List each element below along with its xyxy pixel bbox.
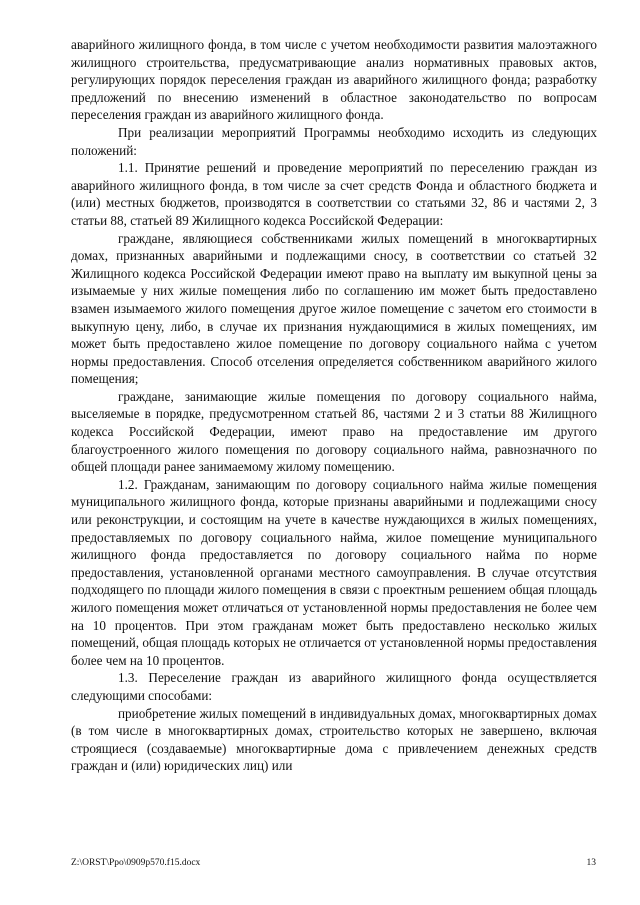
paragraph: 1.2. Гражданам, занимающим по договору социального найма жилые помещения муниципального жилищного фонда, которые признаны аварийными и подлежащими сносу или реконструкции, и состоящим на учете в качестве нуждающихся в жилых помещениях, предоставляемых по договору социального найма, жилое помещение муниципального жилищного фонда предоставляется по договору социального найма по норме предоставления, установленной органами местного самоуправления. В случае отсутствия подходящего по площади жилого помещения в связи с проектным решением общая площадь жилого помещения может отличаться от установленной нормы предоставления не более чем на 10 процентов. При этом гражданам может быть предоставлено несколько жилых помещений, общая площадь которых не отличается от установленной нормы предоставления более чем на 10 процентов. [71,476,597,668]
page-footer [71,858,596,868]
document-body [71,36,597,775]
paragraph: 1.1. Принятие решений и проведение мероприятий по переселению граждан из аварийного жилищного фонда, в том числе за счет средств Фонда и областного бюджета и (или) местных бюджетов, производятся в соответствии со статьями 32, 86 и частями 2, 3 статьи 88, статьей 89 Жилищного кодекса Российской Федерации: [71,160,597,228]
page-number: 13 [586,858,596,868]
paragraph: приобретение жилых помещений в индивидуальных домах, многоквартирных домах (в том числе в многоквартирных домах, строительство которых не завершено, включая строящиеся (создаваемые) многоквартирные дома с привлечением денежных средств граждан и (или) юридических лиц) или [71,705,597,774]
paragraph: граждане, занимающие жилые помещения по договору социального найма, выселяемые в порядке, предусмотренном статьей 86, частями 2 и 3 статьи 88 Жилищного кодекса Российской Федерации, имеют право на предоставление им другого благоустроенного жилого помещения по договору социального найма, равнозначного по общей площади ранее занимаемому жилому помещению. [71,388,597,475]
footer-file-path: Z:\ORST\Ppo\0909p570.f15.docx [71,858,201,868]
paragraph: При реализации мероприятий Программы необходимо исходить из следующих положений: [71,124,597,158]
paragraph: 1.3. Переселение граждан из аварийного жилищного фонда осуществляется следующими способами: [71,670,597,703]
paragraph: граждане, являющиеся собственниками жилых помещений в многоквартирных домах, признанных аварийными и подлежащими сносу, в соответствии со статьей 32 Жилищного кодекса Российской Федерации имеют право на выплату им выкупной цены за изымаемые у них жилые помещения либо по соглашению им может быть предоставлено взамен изымаемого жилого помещения другое жилое помещение с зачетом его стоимости в выкупную цену, либо, в случае их признания нуждающимися в жилых помещениях, им может быть предоставлено жилое помещение по договору социального найма с учетом нормы предоставления. Способ отселения определяется собственником аварийного жилого помещения; [71,230,597,387]
paragraph: аварийного жилищного фонда, в том числе с учетом необходимости развития малоэтажного жилищного строительства, предусматривающие анализ нормативных правовых актов, регулирующих порядок переселения граждан из аварийного жилищного фонда; разработку предложений по внесению изменений в областное законодательство по вопросам переселения граждан из аварийного жилищного фонда. [71,37,597,123]
